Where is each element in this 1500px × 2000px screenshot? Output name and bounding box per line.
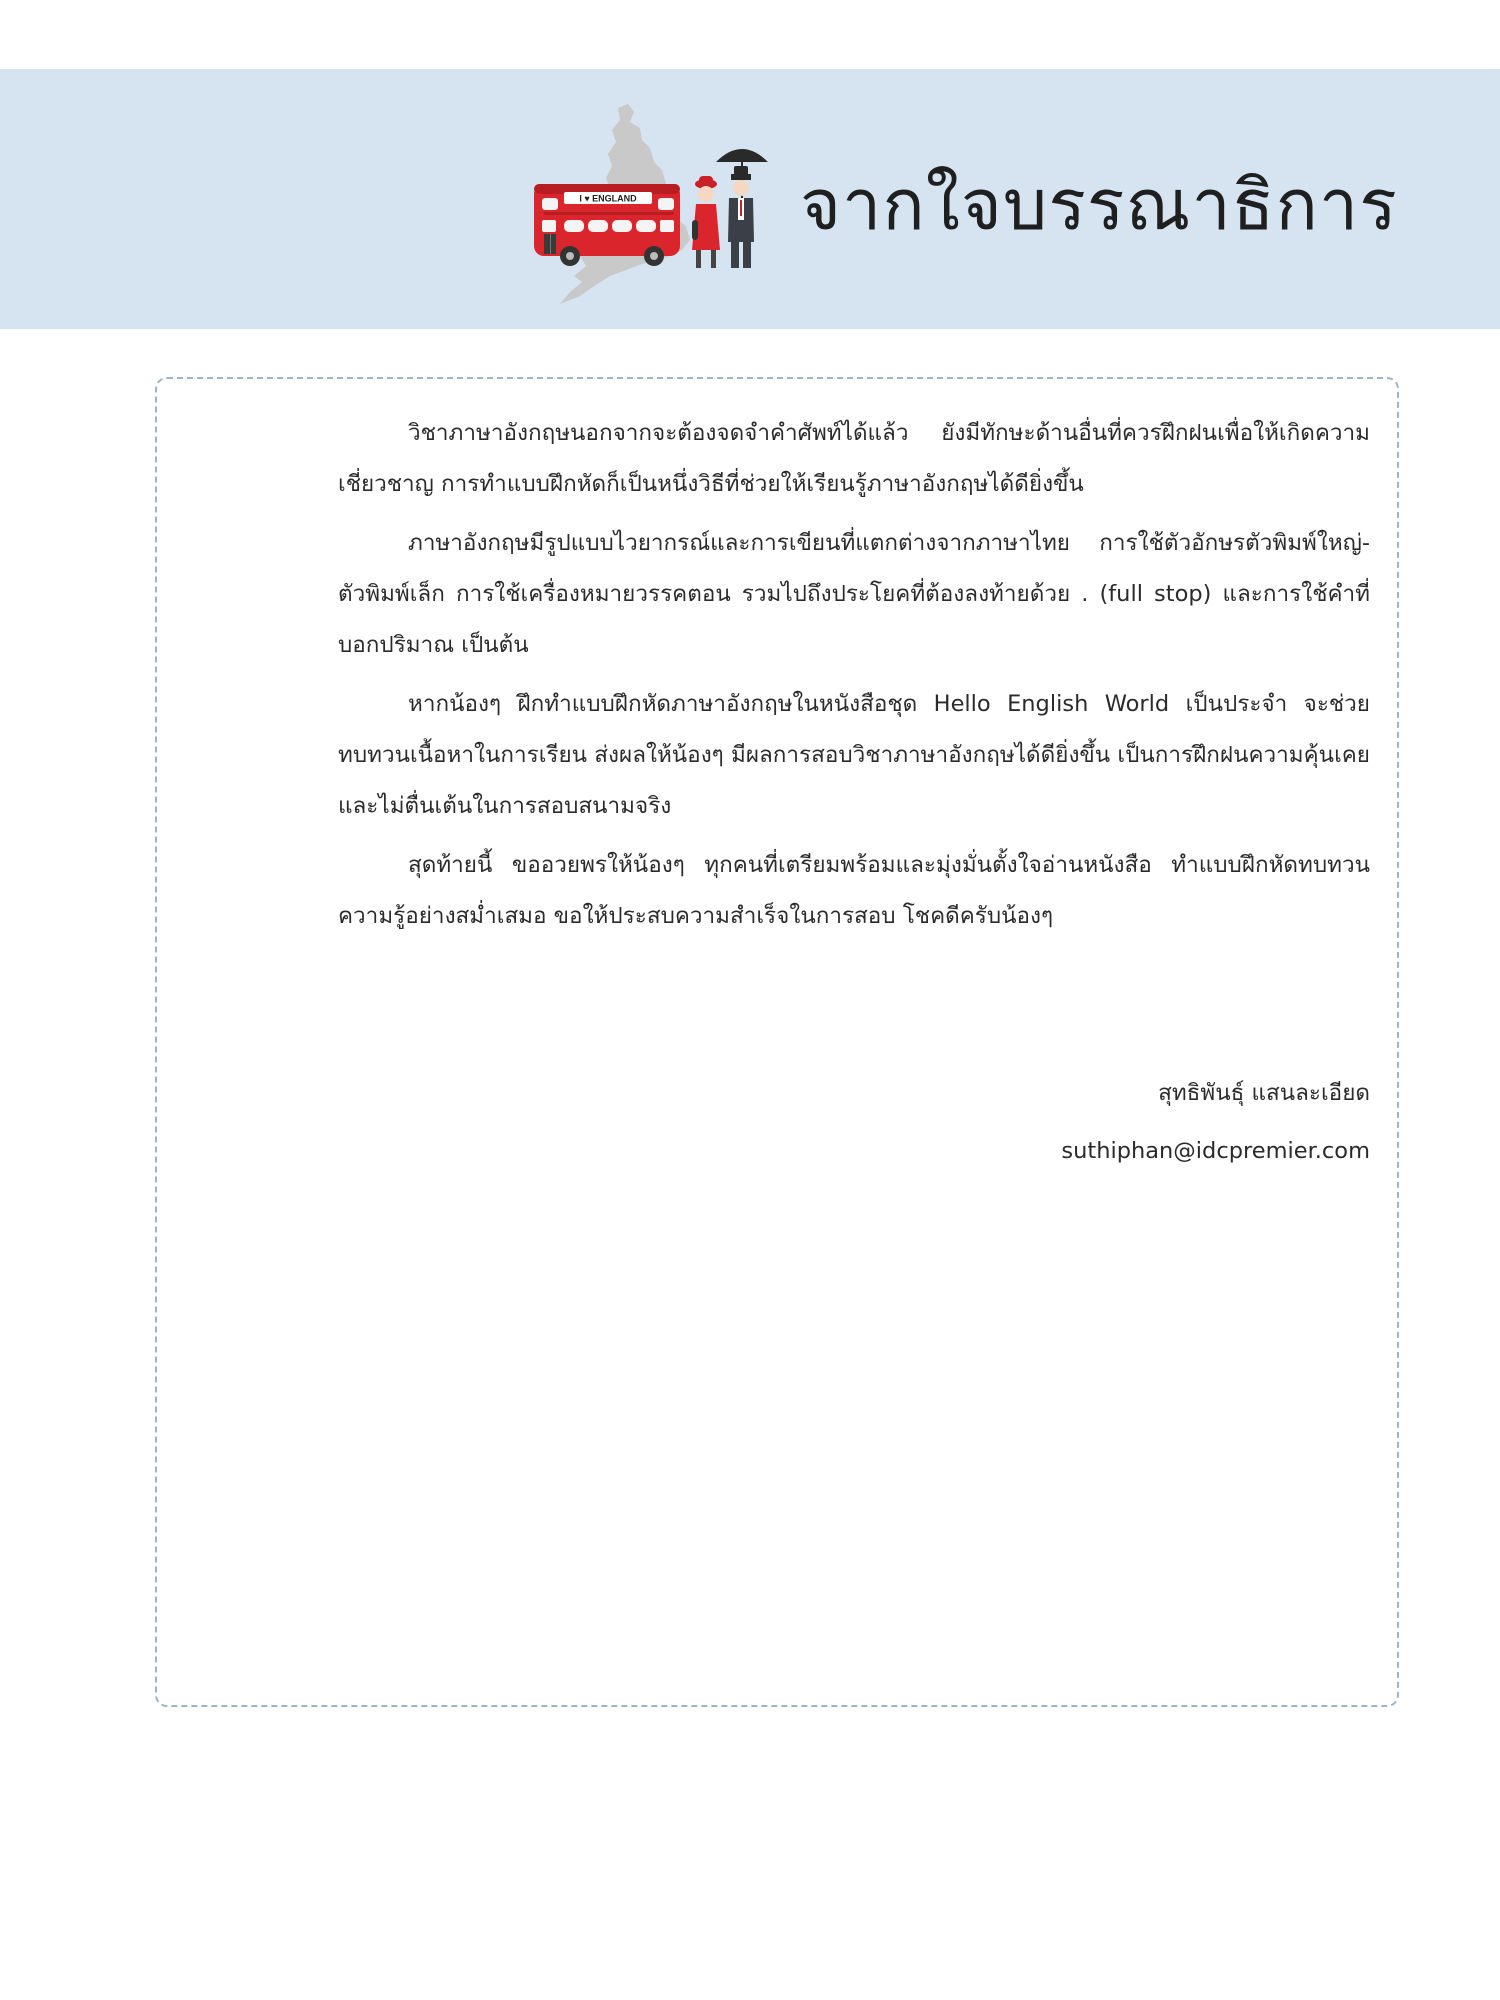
header-illustration	[530, 100, 770, 310]
paragraph: ภาษาอังกฤษมีรูปแบบไวยากรณ์และการเขียนที่แตกต่างจากภาษาไทย การใช้ตัวอักษรตัวพิมพ์ใหญ่-ตัวพิมพ์เล็ก การใช้เครื่องหมายวรรคตอน รวมไปถึงประโยคที่ต้องลงท้ายด้วย . (full stop) และการใช้คำที่บอกปริมาณ เป็นต้น	[338, 530, 1370, 658]
double-decker-bus-icon	[534, 184, 680, 266]
signature-block	[1061, 1068, 1370, 1176]
page-title: จากใจบรรณาธิการ	[800, 164, 1398, 246]
paragraph: หากน้องๆ ฝึกทำแบบฝึกหัดภาษาอังกฤษในหนังสือชุด Hello English World เป็นประจำ จะช่วยทบทวนเนื้อหาในการเรียน ส่งผลให้น้องๆ มีผลการสอบวิชาภาษาอังกฤษได้ดียิ่งขึ้น เป็นการฝึกฝนความคุ้นเคยและไม่ตื่นเต้นในการสอบสนามจริง	[338, 691, 1370, 819]
gentleman-umbrella-icon	[716, 149, 768, 268]
editorial-body	[338, 408, 1370, 950]
paragraph: สุดท้ายนี้ ขออวยพรให้น้องๆ ทุกคนที่เตรียมพร้อมและมุ่งมั่นตั้งใจอ่านหนังสือ ทำแบบฝึกหัดทบทวนความรู้อย่างสม่ำเสมอ ขอให้ประสบความสำเร็จในการสอบ โชคดีครับน้องๆ	[338, 852, 1370, 929]
bus-sign-text: I ♥ ENGLAND	[579, 193, 637, 204]
paragraph: วิชาภาษาอังกฤษนอกจากจะต้องจดจำคำศัพท์ได้แล้ว ยังมีทักษะด้านอื่นที่ควรฝึกฝนเพื่อให้เกิดความเชี่ยวชาญ การทำแบบฝึกหัดก็เป็นหนึ่งวิธีที่ช่วยให้เรียนรู้ภาษาอังกฤษได้ดียิ่งขึ้น	[338, 420, 1370, 497]
queen-figure-icon	[692, 176, 720, 268]
author-name: สุทธิพันธุ์ แสนละเอียด	[1158, 1080, 1370, 1106]
author-email: suthiphan@idcpremier.com	[1061, 1138, 1370, 1164]
